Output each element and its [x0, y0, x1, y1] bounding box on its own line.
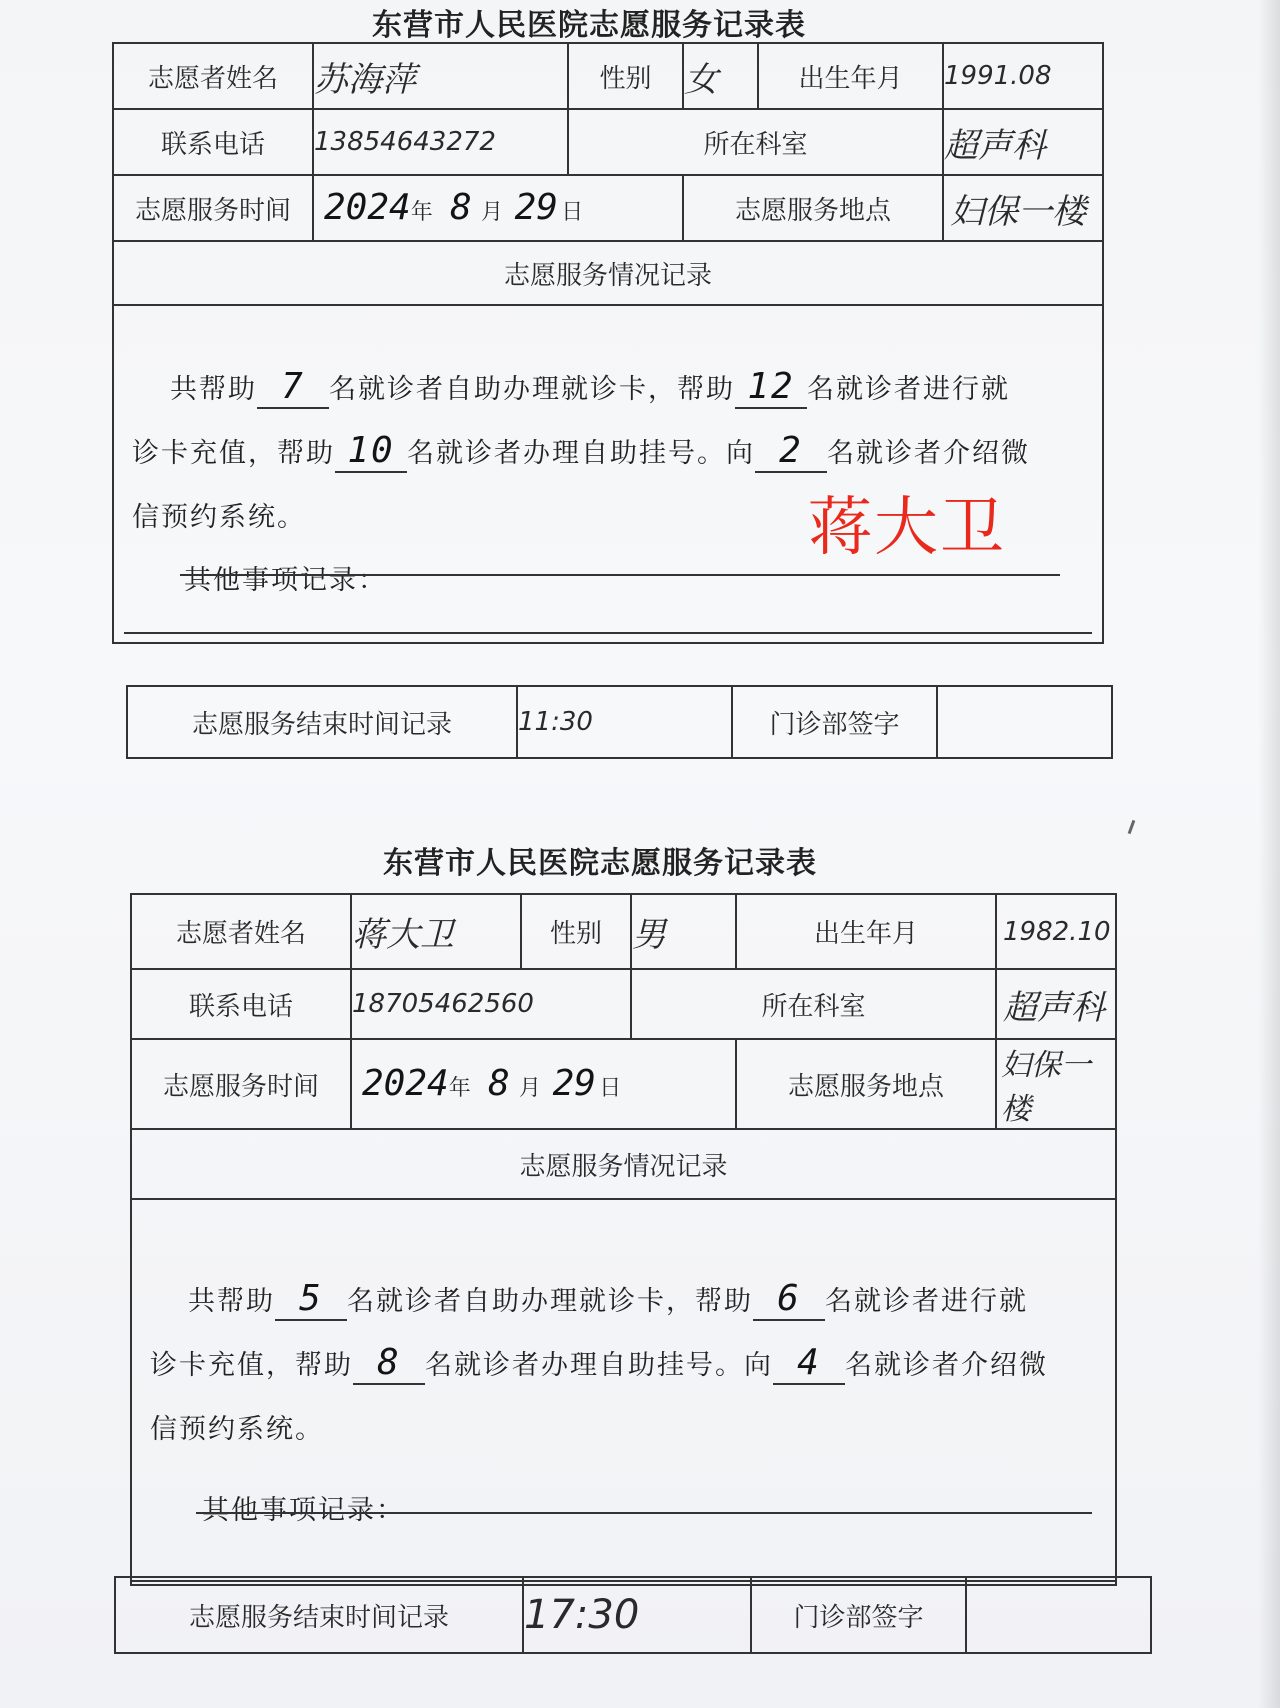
dept-label: 所在科室: [631, 969, 996, 1039]
gender-label: 性别: [568, 43, 683, 109]
year-unit: 年: [410, 200, 433, 225]
phone-label: 联系电话: [113, 109, 313, 175]
name-label: 志愿者姓名: [113, 43, 313, 109]
record-line-1: [114, 352, 1102, 422]
month-value: 8: [450, 187, 472, 228]
service-date: [313, 175, 683, 241]
name-value: 蒋大卫: [351, 894, 521, 969]
gender-value: 女: [683, 43, 758, 109]
form-2-footer-table: [114, 1576, 1152, 1654]
dept-label: 所在科室: [568, 109, 943, 175]
record-text: 名就诊者自助办理就诊卡，帮助: [347, 1285, 753, 1317]
service-time-label: 志愿服务时间: [131, 1039, 351, 1129]
record-text: 诊卡充值，帮助: [132, 437, 335, 469]
record-line-1: [132, 1258, 1115, 1334]
count-self-card: 7: [257, 367, 329, 409]
birth-label: 出生年月: [736, 894, 996, 969]
service-time-label: 志愿服务时间: [113, 175, 313, 241]
day-unit: 日: [561, 200, 584, 225]
count-self-card: 5: [275, 1279, 347, 1321]
service-place-value: 妇保一楼: [943, 175, 1103, 241]
record-line-2: [132, 1334, 1115, 1398]
birth-value: 1982.10: [996, 894, 1116, 969]
end-time-value: 11:30: [517, 686, 732, 758]
end-time-label: 志愿服务结束时间记录: [115, 1577, 523, 1653]
other-matters-line: [180, 574, 1060, 576]
count-recharge: 12: [735, 367, 807, 409]
end-time-label: 志愿服务结束时间记录: [127, 686, 517, 758]
section-heading: 志愿服务情况记录: [131, 1129, 1116, 1199]
day-value: 29: [514, 187, 558, 228]
name-label: 志愿者姓名: [131, 894, 351, 969]
record-text: 名就诊者介绍微: [827, 437, 1030, 469]
form-title: 东营市人民医院志愿服务记录表: [372, 8, 806, 43]
phone-value: 18705462560: [351, 969, 631, 1039]
phone-value: 13854643272: [313, 109, 568, 175]
record-text: 名就诊者自助办理就诊卡，帮助: [329, 373, 735, 405]
other-matters-label: 其他事项记录：: [184, 564, 387, 596]
month-value: 8: [488, 1063, 510, 1104]
gender-label: 性别: [521, 894, 631, 969]
record-text: 名就诊者办理自助挂号。向: [407, 437, 755, 469]
record-text: 共帮助: [170, 373, 257, 405]
record-text: 名就诊者进行就: [825, 1285, 1028, 1317]
count-recharge: 6: [753, 1279, 825, 1321]
form-2-info-table: [130, 893, 1117, 1586]
birth-label: 出生年月: [758, 43, 943, 109]
form-title: 东营市人民医院志愿服务记录表: [383, 846, 817, 881]
day-unit: 日: [599, 1076, 622, 1101]
service-date: [351, 1039, 736, 1129]
birth-value: 1991.08: [943, 43, 1103, 109]
name-overlay-stamp: 蒋大卫: [808, 491, 1006, 565]
service-record-body: [131, 1199, 1116, 1585]
year-unit: 年: [448, 1076, 471, 1101]
page-edge-shadow: [1258, 0, 1280, 1708]
signature-field: [937, 686, 1112, 758]
other-matters-line: [196, 1512, 1092, 1514]
signature-field: [966, 1577, 1151, 1653]
year-value: 2024: [324, 187, 411, 228]
service-record-body: [113, 305, 1103, 643]
count-registration: 8: [353, 1343, 425, 1385]
section-heading: 志愿服务情况记录: [113, 241, 1103, 305]
dept-value: 超声科: [943, 109, 1103, 175]
service-place-label: 志愿服务地点: [683, 175, 943, 241]
gender-value: 男: [631, 894, 736, 969]
service-place-value: 妇保一楼: [996, 1039, 1116, 1129]
phone-label: 联系电话: [131, 969, 351, 1039]
other-matters-line: [124, 632, 1092, 634]
signature-label: 门诊部签字: [732, 686, 937, 758]
year-value: 2024: [362, 1063, 449, 1104]
count-wechat: 4: [773, 1343, 845, 1385]
other-matters-label: 其他事项记录：: [202, 1494, 405, 1526]
month-unit: 月: [480, 200, 503, 225]
end-time-value: 17:30: [523, 1577, 751, 1653]
day-value: 29: [552, 1063, 596, 1104]
count-wechat: 2: [755, 431, 827, 473]
record-line-3: 信预约系统。: [150, 1413, 324, 1445]
record-text: 共帮助: [188, 1285, 275, 1317]
name-value: 苏海萍: [313, 43, 568, 109]
record-text: 名就诊者办理自助挂号。向: [425, 1349, 773, 1381]
dept-value: 超声科: [996, 969, 1116, 1039]
record-line-3: 信预约系统。: [132, 501, 306, 533]
form-1-footer-table: [126, 685, 1113, 759]
service-place-label: 志愿服务地点: [736, 1039, 996, 1129]
count-registration: 10: [335, 431, 407, 473]
month-unit: 月: [518, 1076, 541, 1101]
record-text: 名就诊者介绍微: [845, 1349, 1048, 1381]
signature-label: 门诊部签字: [751, 1577, 966, 1653]
record-text: 名就诊者进行就: [807, 373, 1010, 405]
record-text: 诊卡充值，帮助: [150, 1349, 353, 1381]
